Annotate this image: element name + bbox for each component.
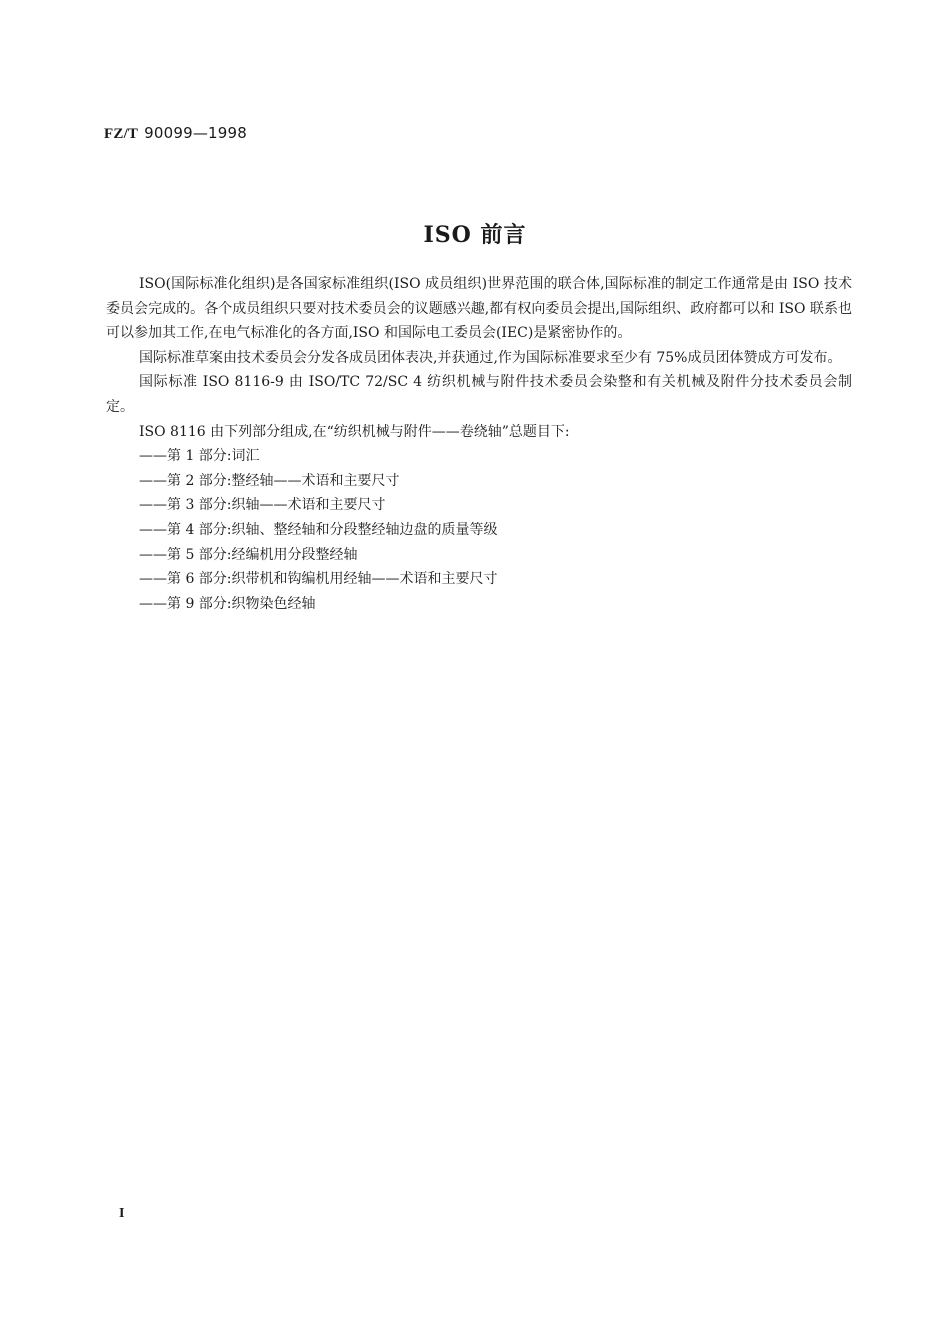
- standard-header: [104, 124, 247, 143]
- document-body: [106, 272, 852, 616]
- paragraph-committee: 国际标准 ISO 8116-9 由 ISO/TC 72/SC 4 纺织机械与附件技术委员会染整和有关机械及附件分技术委员会制定。: [106, 374, 852, 415]
- paragraph-iso-intro: ISO(国际标准化组织)是各国家标准组织(ISO 成员组织)世界范围的联合体,国际标准的制定工作通常是由 ISO 技术委员会完成的。各个成员组织只要对技术委员会的议题感兴趣,都有权向委员会提出,国际组织、政府都可以和 ISO 联系也可以参加其工作,在电气标准化的各方面,ISO 和国际电工委员会(IEC)是紧密协作的。: [106, 276, 852, 342]
- page-title: ISO 前言: [423, 222, 527, 248]
- list-item: ——第 4 部分:织轴、整经轴和分段整经轴边盘的质量等级: [139, 521, 498, 538]
- list-item: ——第 6 部分:织带机和钩编机用经轴——术语和主要尺寸: [139, 571, 498, 588]
- list-item: ——第 1 部分:词汇: [139, 448, 260, 465]
- parts-list: [106, 444, 852, 616]
- list-item: ——第 2 部分:整经轴——术语和主要尺寸: [139, 472, 400, 489]
- page-number: I: [119, 1206, 125, 1221]
- standard-code: FZ/T: [104, 126, 139, 142]
- standard-number: 90099—1998: [144, 124, 248, 142]
- paragraph-parts-intro: ISO 8116 由下列部分组成,在“纺织机械与附件——卷绕轴”总题目下:: [139, 423, 570, 440]
- list-item: ——第 5 部分:经编机用分段整经轴: [139, 546, 358, 563]
- list-item: ——第 9 部分:织物染色经轴: [139, 595, 316, 612]
- list-item: ——第 3 部分:织轴——术语和主要尺寸: [139, 497, 386, 514]
- paragraph-voting: 国际标准草案由技术委员会分发各成员团体表决,并获通过,作为国际标准要求至少有 75%成员团体赞成方可发布。: [139, 349, 842, 366]
